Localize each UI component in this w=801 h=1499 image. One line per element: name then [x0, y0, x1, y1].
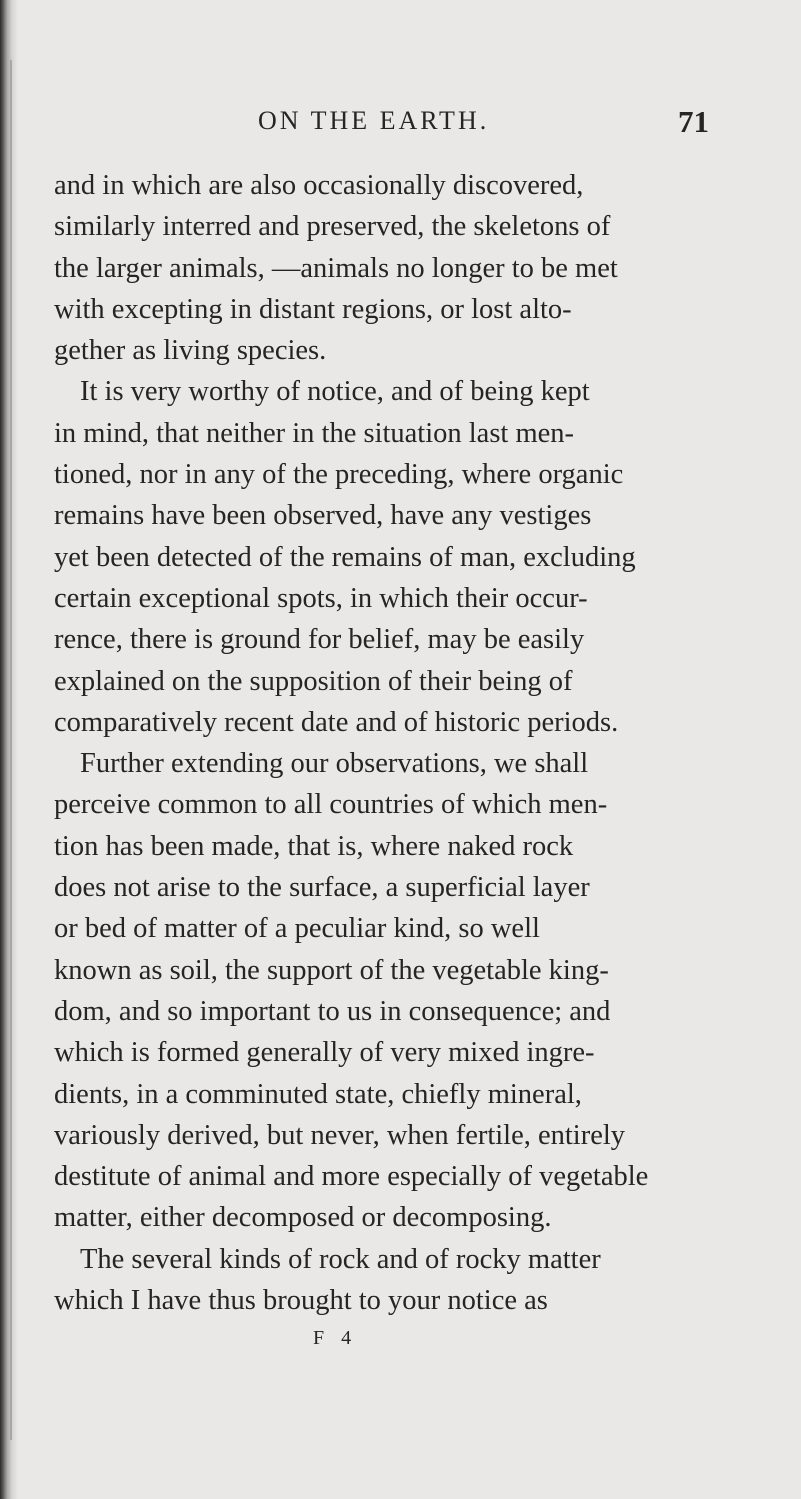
- text-line: known as soil, the support of the vegetable king-: [54, 954, 609, 986]
- text-line: gether as living species.: [54, 335, 327, 367]
- text-line: similarly interred and preserved, the skeletons of: [54, 211, 611, 243]
- text-line: variously derived, but never, when fertile, entirely: [54, 1119, 626, 1151]
- text-line: rence, there is ground for belief, may be easily: [54, 624, 585, 656]
- running-head: [0, 106, 801, 142]
- text-line: tioned, nor in any of the preceding, where organic: [54, 459, 624, 491]
- binding-edge: [10, 60, 12, 1440]
- paragraph-start-line: Further extending our observations, we shall: [80, 748, 589, 780]
- text-line: remains have been observed, have any vestiges: [54, 500, 592, 532]
- paragraph-start-line: It is very worthy of notice, and of being kept: [80, 376, 590, 408]
- text-line: does not arise to the surface, a superficial layer: [54, 872, 590, 904]
- text-line: tion has been made, that is, where naked rock: [54, 830, 574, 862]
- signature-mark: F 4: [313, 1327, 358, 1349]
- paragraph-start-line: The several kinds of rock and of rocky matter: [80, 1243, 601, 1275]
- text-line: certain exceptional spots, in which their occur-: [54, 582, 588, 614]
- text-line: which is formed generally of very mixed ingre-: [54, 1037, 595, 1069]
- text-line: in mind, that neither in the situation last men-: [54, 417, 575, 449]
- text-line: dients, in a comminuted state, chiefly mineral,: [54, 1078, 582, 1110]
- text-line: matter, either decomposed or decomposing.: [54, 1202, 552, 1234]
- text-line: which I have thus brought to your notice as: [54, 1285, 548, 1317]
- text-line: yet been detected of the remains of man, excluding: [54, 541, 636, 573]
- body-text: [40, 165, 760, 1321]
- text-line: dom, and so important to us in consequence; and: [54, 995, 611, 1027]
- page-number: 71: [678, 104, 709, 139]
- text-line: explained on the supposition of their being of: [54, 665, 573, 697]
- text-line: the larger animals, —animals no longer to be met: [54, 252, 618, 284]
- running-title: ON THE EARTH.: [258, 106, 490, 135]
- binding-gutter: [0, 0, 18, 1499]
- text-line: perceive common to all countries of which men-: [54, 789, 608, 821]
- text-line: with excepting in distant regions, or lost alto-: [54, 293, 572, 325]
- text-line: or bed of matter of a peculiar kind, so well: [54, 913, 540, 945]
- text-line: and in which are also occasionally discovered,: [54, 170, 584, 201]
- text-line: destitute of animal and more especially of vegetable: [54, 1161, 649, 1193]
- text-line: comparatively recent date and of historic periods.: [54, 706, 619, 738]
